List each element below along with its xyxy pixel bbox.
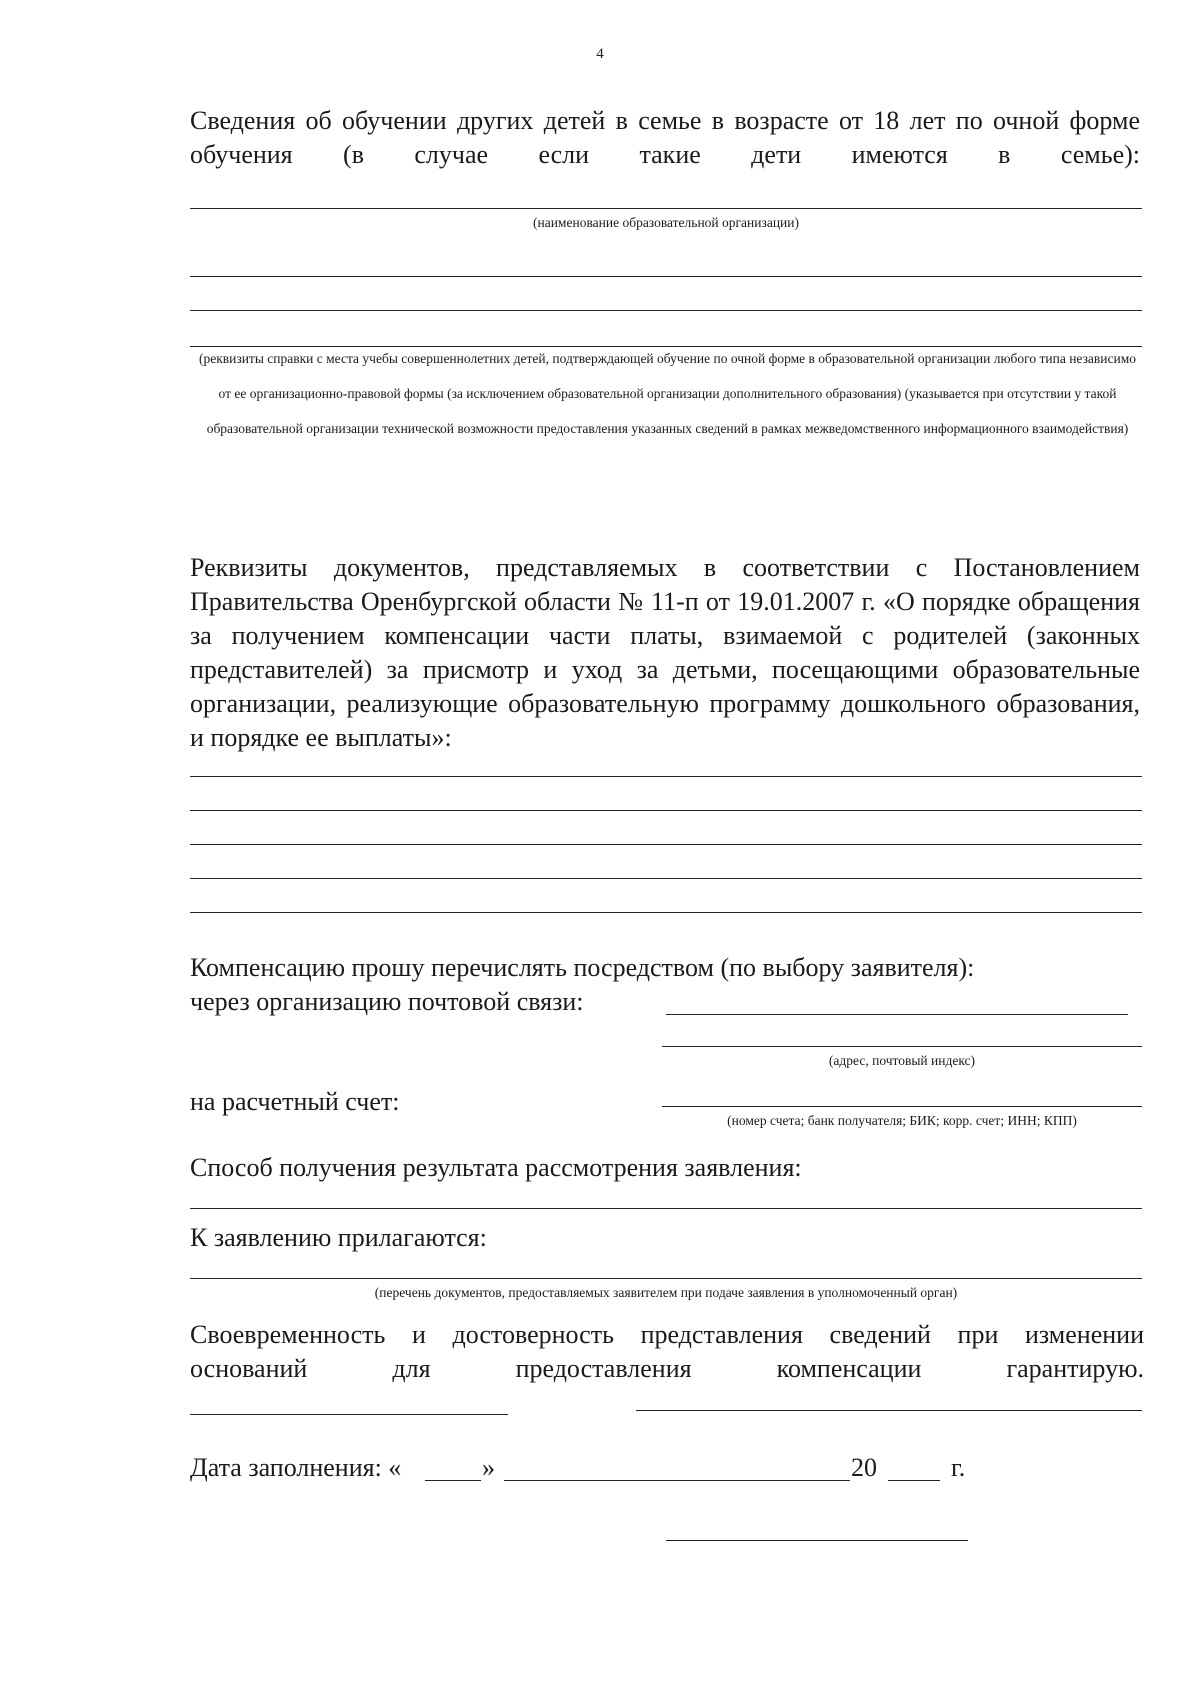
education-line-3[interactable]	[190, 310, 1142, 311]
payment-intro: Компенсацию прошу перечислять посредством (по выбору заявителя):	[190, 953, 975, 982]
result-label: Способ получения результата рассмотрения заявления:	[190, 1153, 802, 1182]
page-number: 4	[596, 46, 604, 62]
attachments-caption: (перечень документов, предоставляемых заявителем при подаче заявления в уполномоченный орган)	[374, 1285, 958, 1300]
documents-line-2[interactable]	[190, 810, 1142, 811]
signature-line[interactable]	[190, 1414, 508, 1415]
date-label: Дата заполнения: «	[190, 1453, 402, 1482]
date-year-suffix: г.	[951, 1453, 966, 1482]
education-org-caption: (наименование образовательной организации)	[533, 215, 799, 230]
payment-account-caption: (номер счета; банк получателя; БИК; корр. счет; ИНН; КПП)	[727, 1113, 1077, 1128]
date-day-line[interactable]	[425, 1480, 481, 1481]
bottom-signature-line[interactable]	[666, 1540, 968, 1541]
payment-post-caption: (адрес, почтовый индекс)	[828, 1053, 976, 1068]
documents-line-4[interactable]	[190, 878, 1142, 879]
payment-post-line-1[interactable]	[666, 1014, 1128, 1015]
name-line[interactable]	[636, 1410, 1142, 1411]
education-intro: Сведения об обучении других детей в семье в возрасте от 18 лет по очной форме обучения (в случае если такие дети имеются в семье):	[190, 106, 1140, 169]
date-year-prefix: 20	[851, 1453, 877, 1482]
documents-line-1[interactable]	[190, 776, 1142, 777]
guarantee-text: Своевременность и достоверность представления сведений при изменении оснований для предоставления компенсации гарантирую.	[190, 1320, 1144, 1383]
payment-account-label: на расчетный счет:	[190, 1087, 400, 1116]
payment-account-line[interactable]	[662, 1106, 1142, 1107]
attachments-label: К заявлению прилагаются:	[190, 1223, 487, 1252]
education-line-2[interactable]	[190, 276, 1142, 277]
payment-post-label: через организацию почтовой связи:	[190, 987, 584, 1016]
date-close-quote: »	[482, 1453, 495, 1482]
date-year-line[interactable]	[888, 1480, 940, 1481]
result-line[interactable]	[190, 1208, 1142, 1209]
education-org-line[interactable]	[190, 208, 1142, 209]
documents-line-5[interactable]	[190, 912, 1142, 913]
documents-intro: Реквизиты документов, представляемых в соответствии с Постановлением Правительства Оренбургской области № 11-п от 19.01.2007 г. «О порядке обращения за получением компенсации части платы, взимаемой с родителей (законных представителей) за присмотр и уход за детьми, посещающими образовательные организации, реализующие образовательную программу дошкольного образования, и порядке ее выплаты»:	[190, 553, 1140, 752]
date-month-line[interactable]	[504, 1480, 850, 1481]
payment-post-line-2[interactable]	[662, 1046, 1142, 1047]
documents-line-3[interactable]	[190, 844, 1142, 845]
attachments-line[interactable]	[190, 1278, 1142, 1279]
education-certificate-caption: (реквизиты справки с места учебы совершеннолетних детей, подтверждающей обучение по очной форме в образовательной организации любого типа независимо от ее организационно-правовой формы (за исключением образовательной организации дополнительного образования) (указывается при отсутствии у такой образовательной организации технической возможности предоставления указанных сведений в рамках межведомственного информационного взаимодействия)	[198, 351, 1137, 436]
